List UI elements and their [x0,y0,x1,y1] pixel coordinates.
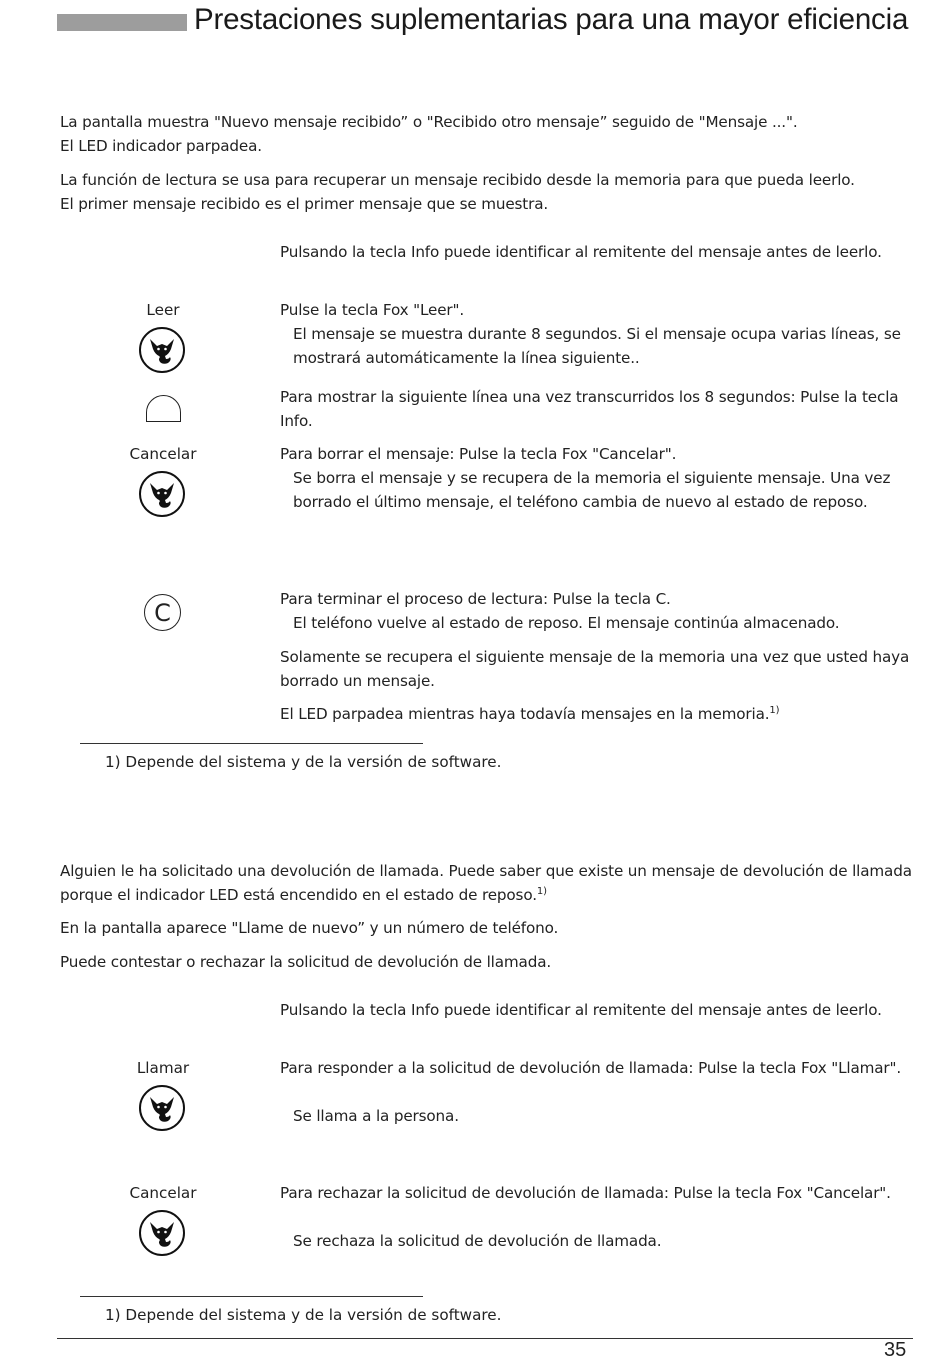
read-step: Pulse la tecla Fox "Leer". [280,301,465,319]
fox-icon [147,335,177,365]
delete-result: Se borra el mensaje y se recupera de la memoria el siguiente mensaje. Una vez borrado el último mensaje, el teléfono cambia de nuevo al estado de reposo. [293,469,891,511]
led-note: El LED parpadea mientras haya todavía mensajes en la memoria.$^{1)}$ [280,704,780,723]
fox-key-label-call: Llamar [136,1059,190,1077]
reject-result: Se rechaza la solicitud de devolución de llamada. [293,1232,662,1250]
intro-paragraph-2: La función de lectura se usa para recuperar un mensaje recibido desde la memoria para que pueda leerlo. El primer mensaje recibido es el primer mensaje que se muestra. [60,171,855,213]
page-title: Prestaciones suplementarias para una mayor eficiencia [194,3,909,36]
footnote: 1) Depende del sistema y de la versión de software. [105,753,502,771]
only-next-note: Solamente se recupera el siguiente mensaje de la memoria una vez que usted haya borrado un mensaje. [280,648,910,690]
fox-key-icon[interactable] [139,471,185,517]
call-step: Para responder a la solicitud de devolución de llamada: Pulse la tecla Fox "Llamar". [280,1059,902,1077]
page-number: 35 [884,1339,907,1361]
footnote-ref: 1) [536,885,547,897]
read-result: El mensaje se muestra durante 8 segundos. Si el mensaje ocupa varias líneas, se mostrará automáticamente la línea siguiente.. [293,325,901,367]
c-key-icon[interactable] [144,594,181,631]
fox-key-label-cancel-callback: Cancelar [129,1184,197,1202]
fox-key-icon[interactable] [139,1085,185,1131]
fox-icon [147,1093,177,1123]
intro-paragraph-1: La pantalla muestra "Nuevo mensaje recibido” o "Recibido otro mensaje” seguido de "Mensaje ...". El LED indicador parpadea. [60,113,798,155]
fox-key-icon[interactable] [139,327,185,373]
fox-key-icon[interactable] [139,1210,185,1256]
fox-key-label-read: Leer [146,301,180,319]
header-bar [57,14,187,31]
footnote-divider [80,743,423,744]
callback-intro-1: Alguien le ha solicitado una devolución de llamada. Puede saber que existe un mensaje de devolución de llamada porque el indicador LED está encendido en el estado de reposo.$^{1)}$ [60,862,912,904]
footnote: 1) Depende del sistema y de la versión de software. [105,1306,502,1324]
footnote-ref: 1) [769,704,780,716]
reject-step: Para rechazar la solicitud de devolución de llamada: Pulse la tecla Fox "Cancelar". [280,1184,891,1202]
fox-icon [147,479,177,509]
c-key-label: C [154,598,171,627]
end-step: Para terminar el proceso de lectura: Pulse la tecla C. [280,590,671,608]
next-line-step: Para mostrar la siguiente línea una vez transcurridos los 8 segundos: Pulse la tecla Info. [280,388,899,430]
fox-icon [147,1218,177,1248]
callback-info-note: Pulsando la tecla Info puede identificar al remitente del mensaje antes de leerlo. [280,1001,882,1019]
delete-step: Para borrar el mensaje: Pulse la tecla Fox "Cancelar". [280,445,677,463]
fox-key-label-cancel: Cancelar [129,445,197,463]
info-note: Pulsando la tecla Info puede identificar al remitente del mensaje antes de leerlo. [280,243,882,261]
call-result: Se llama a la persona. [293,1107,459,1125]
callback-intro-2: En la pantalla aparece "Llame de nuevo” y un número de teléfono. [60,919,559,937]
footnote-divider [80,1296,423,1297]
end-result: El teléfono vuelve al estado de reposo. El mensaje continúa almacenado. [293,614,840,632]
footer-rule [57,1338,913,1339]
callback-intro-3: Puede contestar o rechazar la solicitud de devolución de llamada. [60,953,552,971]
info-key-icon[interactable] [146,395,181,422]
